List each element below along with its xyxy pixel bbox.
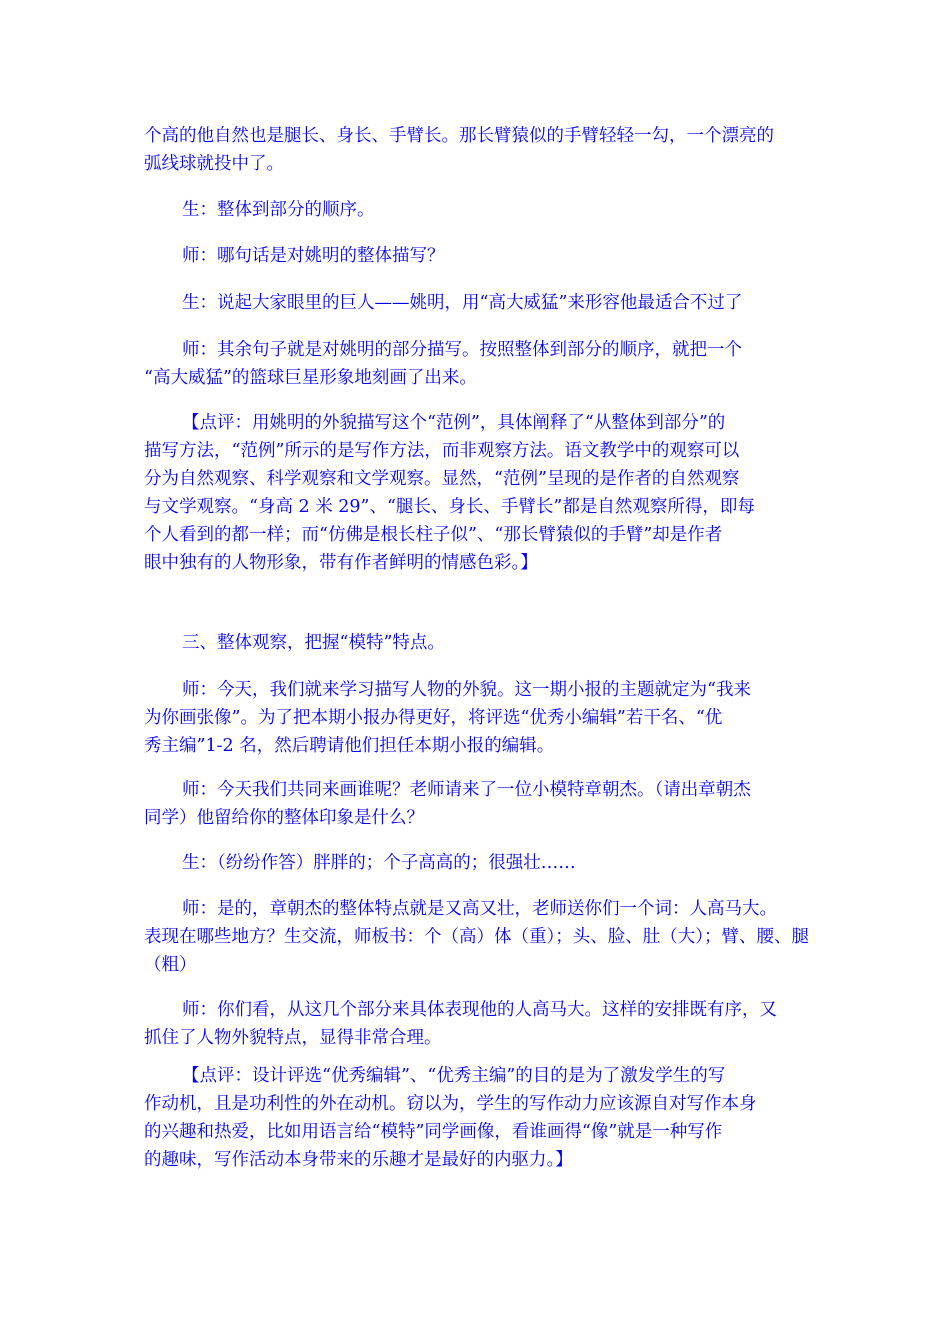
text-line: 个人看到的都一样；而“仿佛是根长柱子似”、“那长臂猿似的手臂”却是作者 <box>144 525 723 545</box>
text-line: 为你画张像”。为了把本期小报办得更好，将评选“优秀小编辑”若干名、“优 <box>144 708 723 728</box>
paragraph-comment-2 <box>144 1062 812 1174</box>
text-line: 生：整体到部分的顺序。 <box>182 200 375 220</box>
paragraph-student-answers <box>144 849 812 877</box>
text-line: 个高的他自然也是腿长、身长、手臂长。那长臂猿似的手臂轻轻一勾，一个漂亮的 <box>144 126 774 146</box>
text-line: 师：哪句话是对姚明的整体描写？ <box>182 246 445 266</box>
text-line: 师：是的，章朝杰的整体特点就是又高又壮，老师送你们一个词：人高马大。 <box>182 899 777 919</box>
text-line: 的兴趣和热爱，比如用语言给“模特”同学画像，看谁画得“像”就是一种写作 <box>144 1122 723 1142</box>
paragraph-teacher-today <box>144 676 812 760</box>
text-line: 生：（纷纷作答）胖胖的；个子高高的；很强壮…… <box>182 853 576 873</box>
text-line: 作动机，且是功利性的外在动机。窃以为，学生的写作动力应该源自对写作本身 <box>144 1094 757 1114</box>
text-line: 秀主编”1-2 名，然后聘请他们担任本期小报的编辑。 <box>144 736 555 756</box>
text-line: 分为自然观察、科学观察和文学观察。显然，“范例”呈现的是作者的自然观察 <box>144 469 740 489</box>
text-line: 师：其余句子就是对姚明的部分描写。按照整体到部分的顺序，就把一个 <box>182 340 742 360</box>
paragraph-student-order <box>144 196 812 224</box>
text-line: 的趣味，写作活动本身带来的乐趣才是最好的内驱力。】 <box>144 1150 573 1170</box>
text-line: 表现在哪些地方？生交流，师板书：个（高）体（重）；头、脸、肚（大）；臂、腰、腿 <box>144 927 809 947</box>
section-heading-3 <box>144 629 812 657</box>
text-line: 师：今天，我们就来学习描写人物的外貌。这一期小报的主题就定为“我来 <box>182 680 751 700</box>
paragraph-student-giant <box>144 289 812 317</box>
text-line: 同学）他留给你的整体印象是什么？ <box>144 808 424 828</box>
text-line: “高大威猛”的篮球巨星形象地刻画了出来。 <box>144 368 477 388</box>
paragraph-teacher-board <box>144 895 812 979</box>
text-line: 【点评：用姚明的外貌描写这个“范例”，具体阐释了“从整体到部分”的 <box>182 413 726 433</box>
paragraph-teacher-model <box>144 776 812 832</box>
text-line: 描写方法，“范例”所示的是写作方法，而非观察方法。语文教学中的观察可以 <box>144 441 740 461</box>
paragraph-teacher-question <box>144 242 812 270</box>
paragraph-teacher-look <box>144 996 812 1052</box>
text-line: 【点评：设计评选“优秀编辑”、“优秀主编”的目的是为了激发学生的写 <box>182 1066 726 1086</box>
text-line: 生：说起大家眼里的巨人——姚明，用“高大威猛”来形容他最适合不过了 <box>182 293 743 313</box>
paragraph-yaoming-arm <box>144 122 812 178</box>
text-line: 眼中独有的人物形象，带有作者鲜明的情感色彩。】 <box>144 553 538 573</box>
text-line: 师：你们看，从这几个部分来具体表现他的人高马大。这样的安排既有序，又 <box>182 1000 777 1020</box>
paragraph-teacher-partial <box>144 336 812 392</box>
paragraph-comment-1 <box>144 409 812 577</box>
text-line: 抓住了人物外貌特点，显得非常合理。 <box>144 1028 442 1048</box>
text-line: 三、整体观察，把握“模特”特点。 <box>182 633 445 653</box>
text-line: 弧线球就投中了。 <box>144 154 284 174</box>
text-line: （粗） <box>144 955 197 975</box>
text-line: 与文学观察。“身高 2 米 29”、“腿长、身长、手臂长”都是自然观察所得，即每 <box>144 497 755 517</box>
text-line: 师：今天我们共同来画谁呢？老师请来了一位小模特章朝杰。（请出章朝杰 <box>182 780 751 800</box>
